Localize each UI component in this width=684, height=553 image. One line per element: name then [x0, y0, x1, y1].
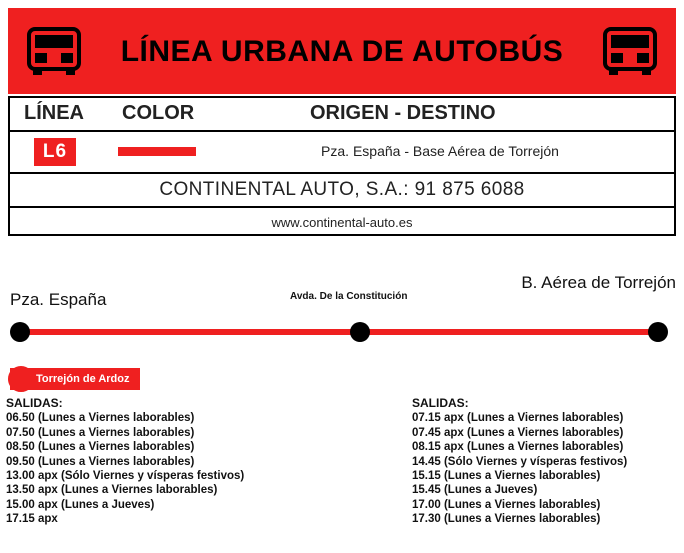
line-color-swatch: [118, 147, 196, 156]
route-stop-dot: [10, 322, 30, 342]
list-item: 08.15 apx (Lunes a Viernes laborables): [412, 441, 624, 454]
list-item: 13.00 apx (Sólo Viernes y vísperas festivos): [6, 470, 245, 483]
header-banner: [8, 8, 676, 94]
route-stop-dot: [350, 322, 370, 342]
column-header-linea: LÍNEA: [24, 102, 84, 124]
departures-right-column: [412, 396, 682, 527]
list-item: 08.50 (Lunes a Viernes laborables): [6, 441, 195, 454]
route-line: [18, 329, 658, 335]
departures-left-column: [6, 396, 406, 527]
departures-title: SALIDAS:: [6, 396, 63, 410]
list-item: 17.00 (Lunes a Viernes laborables): [412, 498, 601, 511]
route-stop-label-destination: B. Aérea de Torrejón: [521, 273, 676, 292]
departures-title: SALIDAS:: [412, 396, 469, 410]
list-item: 07.50 (Lunes a Viernes laborables): [6, 426, 195, 439]
origen-destino-value: Pza. España - Base Aérea de Torrejón: [321, 143, 559, 159]
list-item: 06.50 (Lunes a Viernes laborables): [6, 412, 195, 425]
operator-website[interactable]: www.continental-auto.es: [271, 214, 413, 230]
route-diagram: [0, 255, 684, 375]
route-stop-label-middle: Avda. De la Constitución: [290, 291, 408, 302]
list-item: 17.30 (Lunes a Viernes laborables): [412, 513, 601, 526]
line-badge: L6: [34, 138, 76, 166]
page-title: LÍNEA URBANA DE AUTOBÚS: [120, 35, 564, 68]
route-stop-label-origin: Pza. España: [10, 290, 107, 309]
list-item: 14.45 (Sólo Viernes y vísperas festivos): [412, 455, 628, 468]
list-item: 07.15 apx (Lunes a Viernes laborables): [412, 412, 624, 425]
table-row: [10, 132, 674, 174]
town-tag: Torrejón de Ardoz: [10, 368, 140, 390]
column-header-origen-destino: ORIGEN - DESTINO: [310, 102, 496, 124]
list-item: 15.00 apx (Lunes a Jueves): [6, 498, 155, 511]
line-info-table: [8, 96, 676, 236]
list-item: 09.50 (Lunes a Viernes laborables): [6, 455, 195, 468]
list-item: 15.15 (Lunes a Viernes laborables): [412, 470, 601, 483]
list-item: 07.45 apx (Lunes a Viernes laborables): [412, 426, 624, 439]
route-stop-dot: [648, 322, 668, 342]
operator-phone: CONTINENTAL AUTO, S.A.: 91 875 6088: [10, 174, 674, 208]
list-item: 15.45 (Lunes a Jueves): [412, 484, 538, 497]
table-header-row: [10, 98, 674, 132]
column-header-color: COLOR: [122, 102, 195, 124]
list-item: 17.15 apx: [6, 513, 58, 526]
list-item: 13.50 apx (Lunes a Viernes laborables): [6, 484, 218, 497]
